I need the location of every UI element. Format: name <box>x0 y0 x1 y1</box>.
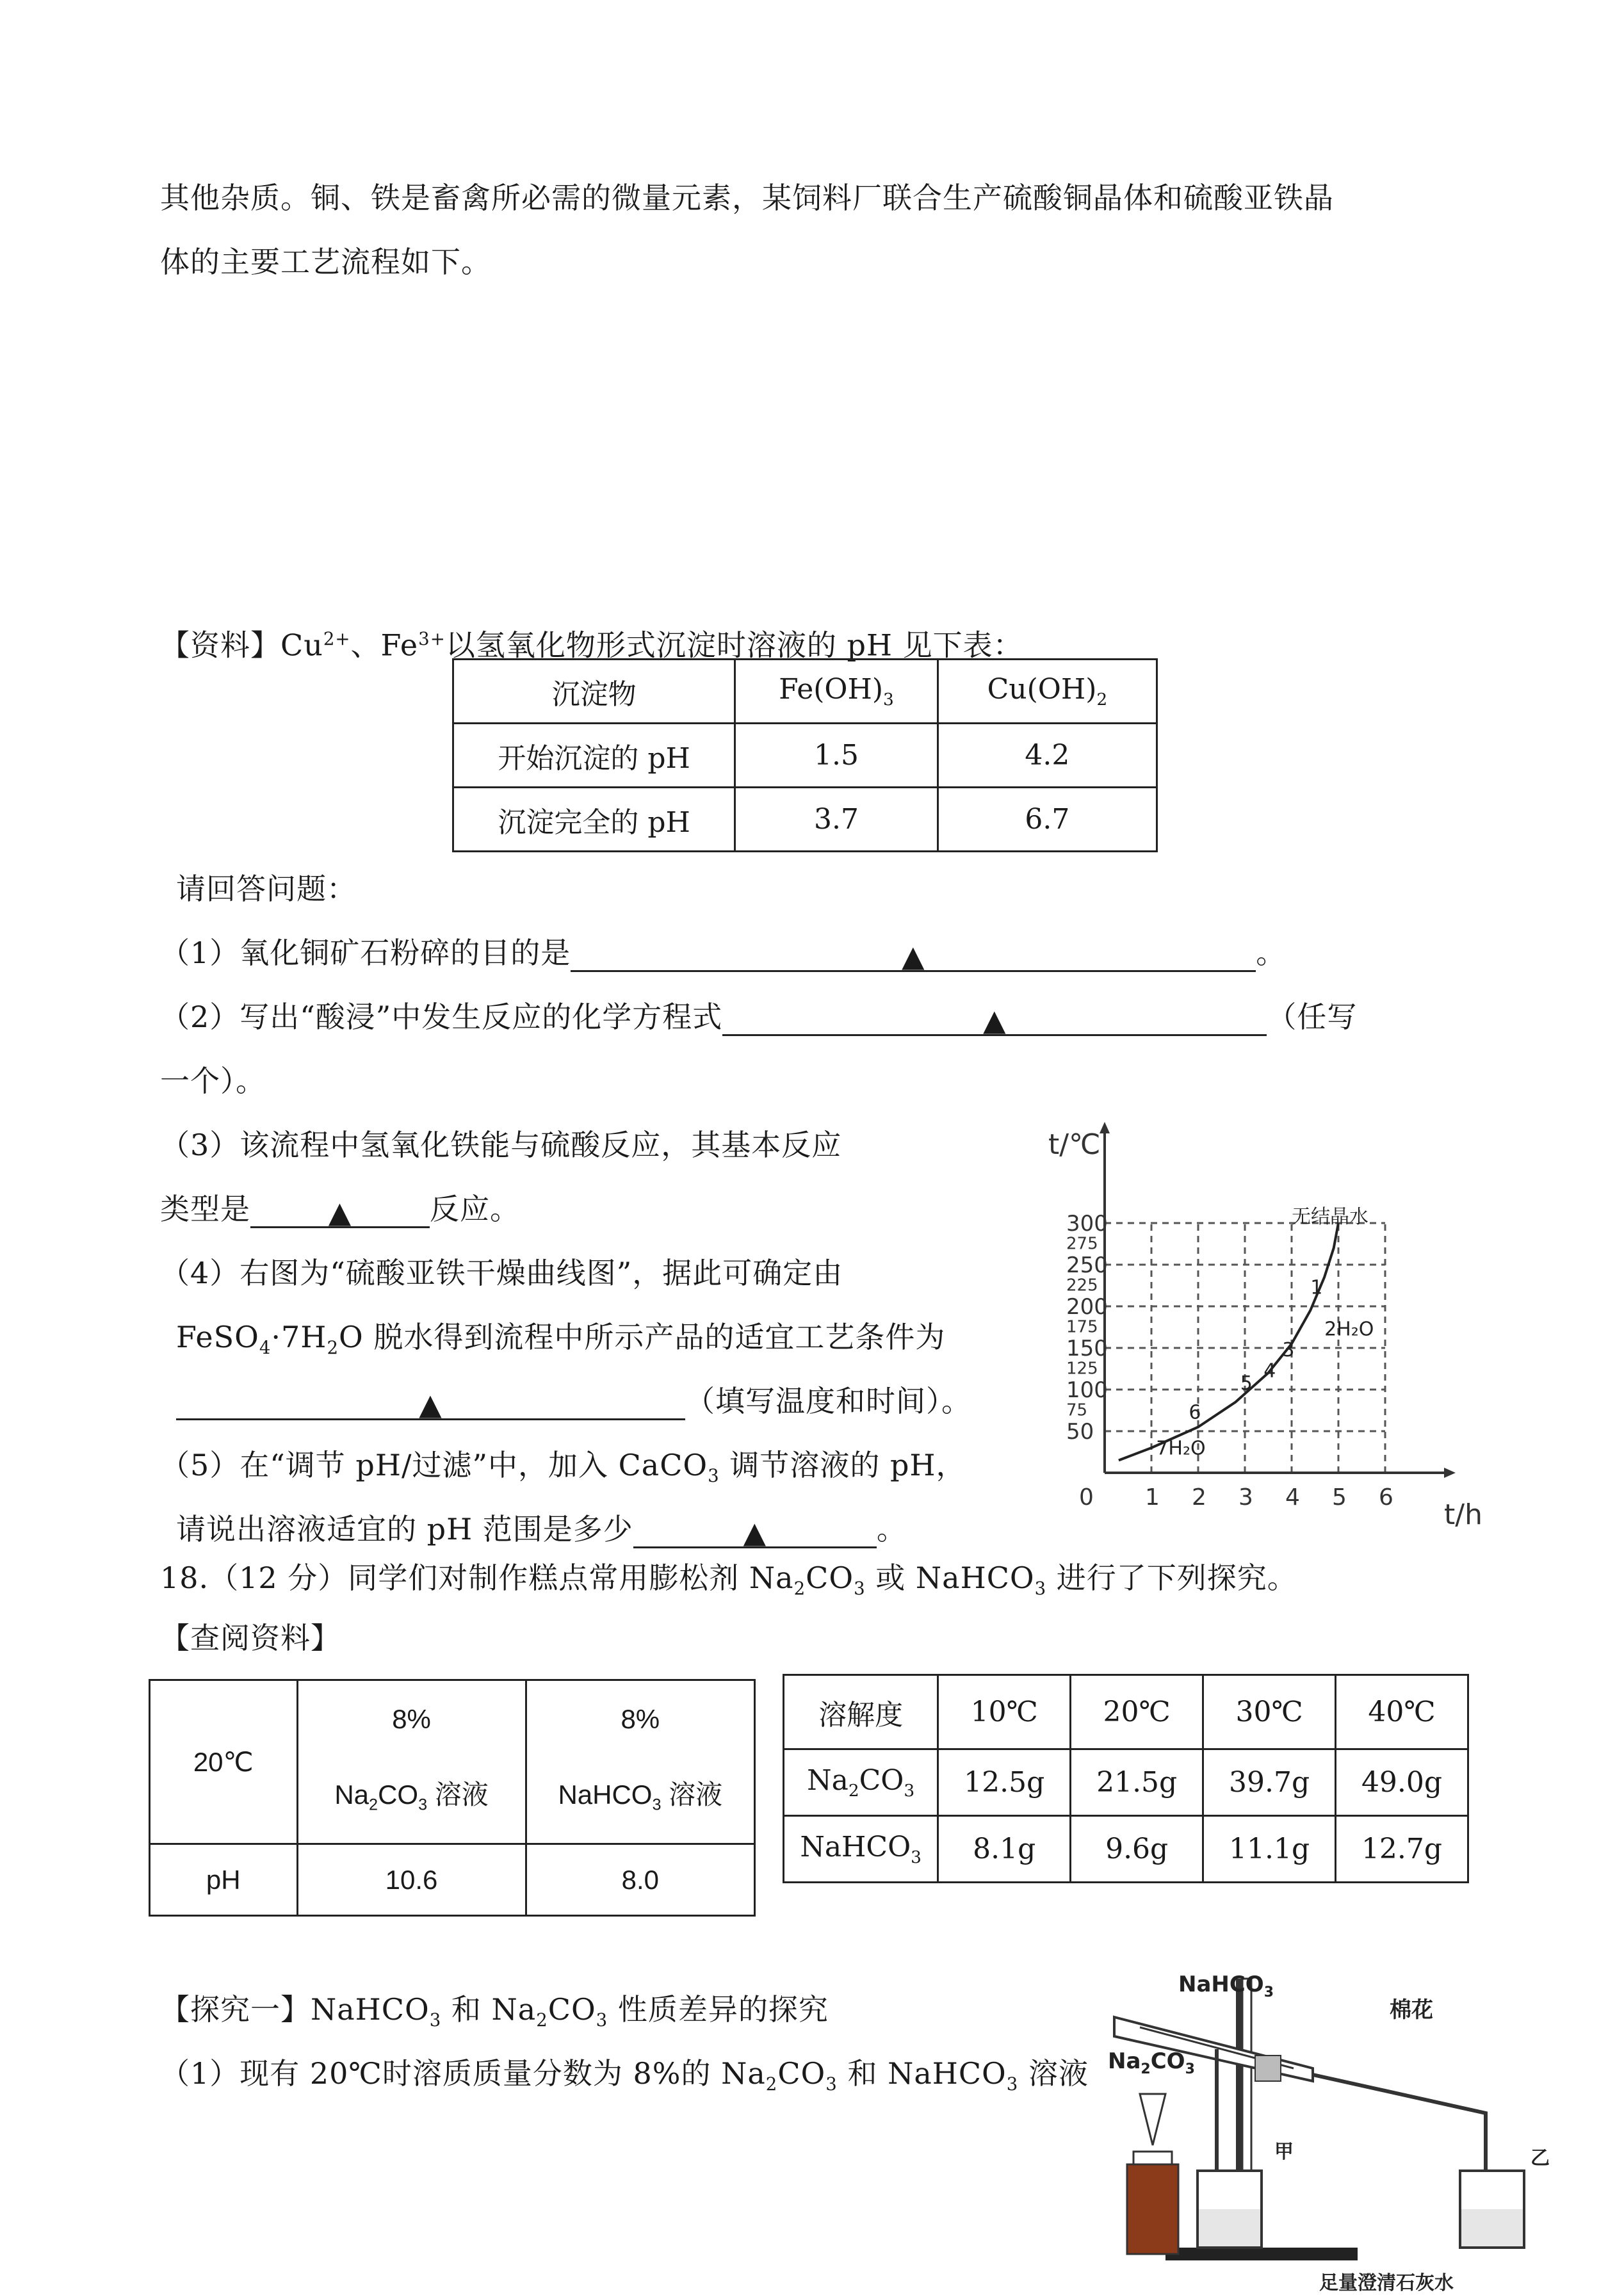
question-5: （5）在“调节 pH/过滤”中，加入 CaCO$_3$ 调节溶液的 pH， <box>160 1448 966 1487</box>
tanjiu-heading: 【探究一】NaHCO$_3$ 和 $Na_2CO_3$ 性质差异的探究 <box>160 1992 829 2031</box>
question-4: （4）右图为“硫酸亚铁干燥曲线图”，据此可确定由 <box>160 1256 843 1290</box>
y-tick-label: 300 <box>1066 1211 1108 1237</box>
triangle-icon: ▲ <box>419 1387 443 1422</box>
triangle-icon: ▲ <box>328 1195 352 1229</box>
ph-table <box>452 658 1158 852</box>
y-tick-label: 100 <box>1066 1377 1108 1403</box>
x-axis-arrow-icon <box>1444 1468 1456 1478</box>
y-tick-label: 225 <box>1066 1276 1098 1295</box>
table-row: 沉淀完全的 pH 3.7 6.7 <box>453 788 1157 852</box>
y-tick-label: 275 <box>1066 1234 1098 1254</box>
cotton-plug <box>1255 2056 1281 2081</box>
cotton-label: 棉花 <box>1390 1997 1433 2023</box>
triangle-icon: ▲ <box>743 1515 767 1550</box>
drying-curve-chart <box>996 1114 1495 1537</box>
intro-line-1: 其他杂质。铜、铁是畜禽所必需的微量元素，某饲料厂联合生产硫酸铜晶体和硫酸亚铁晶 <box>160 181 1334 215</box>
intro-line-2: 体的主要工艺流程如下。 <box>160 245 491 279</box>
answer-blank-5[interactable] <box>633 1513 877 1548</box>
question-2: （2）写出“酸浸”中发生反应的化学方程式 ▲ （任写 <box>160 1000 1358 1037</box>
questions-intro: 请回答问题： <box>176 872 357 906</box>
na2co3-header: 8% $Na_2CO_3$ 溶液 <box>297 1680 526 1844</box>
tanjiu-question-1: （1）现有 20℃时溶质质量分数为 8%的 $Na_2CO_3$ 和 NaHCO$_3$ 溶液 <box>160 2056 1089 2095</box>
x-tick-label: 2 <box>1192 1484 1206 1511</box>
curve-annotation: 7H₂O <box>1156 1437 1206 1460</box>
temp-cell: 20℃ <box>150 1680 298 1844</box>
jia-label: 甲 <box>1274 2141 1294 2163</box>
answer-blank-1[interactable] <box>571 937 1256 972</box>
x-tick-label: 5 <box>1332 1484 1347 1511</box>
curve-annotation: 3 <box>1282 1339 1295 1361</box>
x-tick-label: 6 <box>1379 1484 1393 1511</box>
triangle-icon: ▲ <box>983 1003 1007 1037</box>
question-18: 18.（12 分）同学们对制作糕点常用膨松剂 $Na_2CO_3$ 或 NaHCO$_3$ 进行了下列探究。 <box>160 1561 1297 1600</box>
question-4-formula: $FeSO_4\cdot 7H_2O$ 脱水得到流程中所示产品的适宜工艺条件为 <box>176 1320 946 1359</box>
ph-table-header-cuoh2: $Cu(OH)_2$ <box>938 660 1157 724</box>
curve-annotation: 1 <box>1310 1276 1323 1299</box>
na2co3-label: $Na_2CO_3$ <box>1108 2048 1195 2077</box>
y-axis-label: t/℃ <box>1048 1128 1101 1161</box>
ph-table-header-feoh3: $Fe(OH)_3$ <box>735 660 938 724</box>
question-5-cont: 请说出溶液适宜的 pH 范围是多少 ▲ 。 <box>176 1512 907 1550</box>
x-tick-label: 1 <box>1145 1484 1160 1511</box>
ph-table-20c <box>149 1679 756 1917</box>
y-tick-label: 125 <box>1066 1359 1098 1379</box>
nahco3-header: 8% NaHCO$_3$ 溶液 <box>526 1680 754 1844</box>
answer-blank-2[interactable] <box>722 1001 1267 1036</box>
table-row: pH 10.6 8.0 <box>150 1844 755 1916</box>
curve-annotation: 4 <box>1263 1359 1276 1383</box>
answer-blank-3[interactable] <box>250 1193 430 1228</box>
nahco3-label: NaHCO$_3$ <box>1178 1972 1274 2000</box>
table-row: 开始沉淀的 pH 1.5 4.2 <box>453 724 1157 788</box>
question-1: （1）氧化铜矿石粉碎的目的是 ▲ 。 <box>160 936 1287 973</box>
y-tick-label: 250 <box>1066 1253 1108 1278</box>
curve-annotation: 2H₂O <box>1324 1318 1374 1341</box>
ziliao-label: 【资料】 <box>160 628 280 663</box>
apparatus-diagram <box>1101 1966 1569 2295</box>
y-tick-label: 75 <box>1066 1400 1088 1420</box>
curve-annotation: 5 <box>1240 1372 1253 1395</box>
yi-label: 乙 <box>1531 2147 1550 2169</box>
limewater-label: 足量澄清石灰水 <box>1319 2272 1454 2294</box>
triangle-icon: ▲ <box>902 939 925 973</box>
x-tick-label: 0 <box>1079 1484 1094 1511</box>
y-axis-arrow-icon <box>1100 1122 1110 1133</box>
table-row: $Na_2CO_3$ 12.5g 21.5g 39.7g 49.0g <box>784 1749 1468 1816</box>
question-3: （3）该流程中氢氧化铁能与硫酸反应，其基本反应 <box>160 1128 842 1162</box>
alcohol-lamp <box>1127 2094 1178 2254</box>
question-2-cont: 一个）。 <box>160 1064 266 1098</box>
y-tick-label: 200 <box>1066 1294 1108 1320</box>
y-tick-label: 150 <box>1066 1336 1108 1361</box>
table-row: NaHCO$_3$ 8.1g 9.6g 11.1g 12.7g <box>784 1816 1468 1883</box>
curve-annotation: 无结晶水 <box>1292 1206 1368 1228</box>
ph-table-header-precipitate: 沉淀物 <box>453 660 735 724</box>
beaker-jia <box>1198 2171 1262 2248</box>
x-axis-label: t/h <box>1444 1498 1482 1531</box>
answer-blank-4[interactable] <box>176 1385 685 1420</box>
ziliao-line: 【资料】$Cu^{2+}$、$Fe^{3+}$以氢氧化物形式沉淀时溶液的 pH 见下表： <box>160 628 1023 663</box>
x-tick-label: 4 <box>1285 1484 1300 1511</box>
y-tick-label: 175 <box>1066 1317 1098 1337</box>
y-tick-label: 50 <box>1066 1419 1094 1445</box>
solubility-table: 溶解度 10℃ 20℃ 30℃ 40℃ $Na_2CO_3$ 12.5g 21.5g 39.7g 49.0g NaHCO$_3$ 8.1g 9.6g 11.1g 12.7g <box>783 1674 1469 1883</box>
question-3-cont: 类型是 ▲ 反应。 <box>160 1192 520 1229</box>
chayue-heading: 【查阅资料】 <box>160 1621 341 1655</box>
beaker-yi <box>1460 2171 1524 2248</box>
question-4-cont: ▲ （填写温度和时间）。 <box>176 1382 971 1420</box>
curve-annotation: 6 <box>1189 1401 1201 1424</box>
x-tick-label: 3 <box>1238 1484 1253 1511</box>
